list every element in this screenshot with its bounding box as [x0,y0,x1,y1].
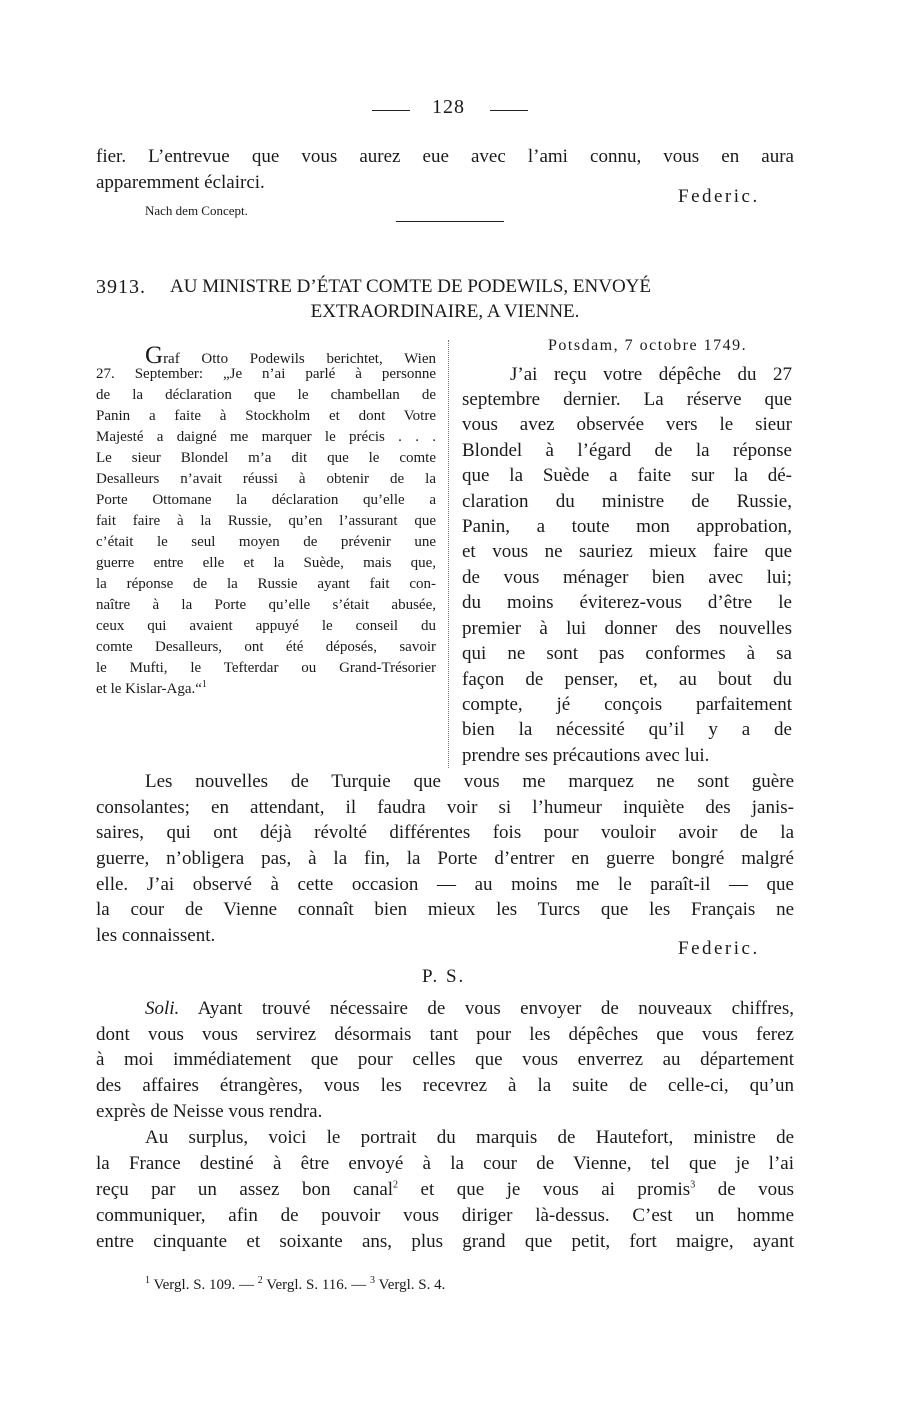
letter-right-line-4: Blondel à l’égard de la réponse [462,440,792,461]
letter-right-line-12: qui ne sont pas conformes à sa [462,643,792,664]
footnote-ref-3: 3 [690,1179,696,1191]
letter-body-line-6: la cour de Vienne connaît bien mieux les Turcs que les Français ne [96,899,794,920]
soli-label: Soli. [145,998,180,1019]
letter-right-line-16: prendre ses précautions avec lui. [462,745,710,766]
ps-line-9: communiquer, afin de pouvoir vous diriger là-dessus. C’est un homme [96,1205,794,1226]
margin-note-line-1: Graf Otto Podewils berichtet, Wien [145,342,436,369]
margin-note-line-9: fait faire à la Russie, qu’en l’assurant que [96,513,436,529]
letter-body-line-3: saires, qui ont déjà révolté différentes fois pour vouloir avoir de la [96,822,794,843]
margin-note-line-8: Porte Ottomane la déclaration qu’elle a [96,492,436,508]
letter-right-line-3: vous avez observée vers le sieur [462,414,792,435]
letter-right-line-7: Panin, a toute mon approbation, [462,516,792,537]
margin-note-line-4: Panin a faite à Stockholm et dont Votre [96,408,436,424]
letter-body-line-7: les connaissent. [96,925,216,946]
ps-heading: P. S. [422,966,466,987]
margin-note-line-13: naître à la Porte qu’elle s’était abusée, [96,597,436,613]
margin-note-line-6: Le sieur Blondel m’a dit que le comte [96,450,436,466]
margin-note-line-2: 27. September: „Je n’ai parlé à personne [96,366,436,382]
footnote-sep-2: — [351,1277,367,1293]
drop-initial: G [145,342,164,369]
letter-right-line-6: claration du ministre de Russie, [462,491,792,512]
letter-right-line-11: premier à lui donner des nouvelles [462,618,792,639]
letter-body-line-5: elle. J’ai observé à cette occasion — au moins me le paraît-il — que [96,874,794,895]
letter-title-line-2: EXTRAORDINAIRE, A VIENNE. [310,301,580,322]
letter-body-line-2: consolantes; en attendant, il faudra voir si l’humeur inquiète des janis- [96,797,794,818]
ps-line-7: la France destiné à être envoyé à la cour de Vienne, tel que je l’ai [96,1153,794,1174]
letter-right-line-2: septembre dernier. La réserve que [462,389,792,410]
margin-note-line-17: et le Kislar-Aga.“$^1$ [96,679,207,697]
top-text-line-1: fier. L’entrevue que vous aurez eue avec l’ami connu, vous en aura [96,146,794,167]
ps-line-5: exprès de Neisse vous rendra. [96,1101,323,1122]
margin-note-line-12: la réponse de la Russie ayant fait con- [96,576,436,592]
header-rule-left [372,110,410,111]
footnotes [145,1277,445,1294]
letter-right-line-13: façon de penser, et, au bout du [462,669,792,690]
ps-line-8: reçu par un assez bon canal$^2$ et que je vous ai promis$^3$ de vous [96,1179,794,1200]
margin-note-line-10: c’était le seul moyen de prévenir une [96,534,436,550]
ps-line-10: entre cinquante et soixante ans, plus grand que petit, fort maigre, ayant [96,1231,794,1252]
letter-right-line-14: compte, jé conçois parfaitement [462,694,792,715]
top-text-line-2: apparemment éclairci. [96,172,265,193]
footnote-mark-3: 3 [370,1275,376,1286]
margin-note-line-5: Majesté a daigné me marquer le précis . . . [96,429,436,445]
letter-right-line-15: bien la nécessité qu’il y a de [462,719,792,740]
margin-note-line-16: le Mufti, le Tefterdar ou Grand-Trésorier [96,660,436,676]
letter-body-line-4: guerre, n’obligera pas, à la fin, la Porte d’entrer en guerre bongré malgré [96,848,794,869]
footnote-text-1: Vergl. S. 109. [153,1277,236,1293]
footnote-sep-1: — [239,1277,255,1293]
letter-number: 3913. [96,276,146,298]
ps-line-3: à moi immédiatement que pour celles que vous enverrez au département [96,1049,794,1070]
letter-right-line-5: que la Suède a faite sur la dé- [462,465,792,486]
letter-right-line-8: et vous ne sauriez mieux faire que [462,541,792,562]
dateline: Potsdam, 7 octobre 1749. [548,337,748,354]
ps-line-1: Soli. Ayant trouvé nécessaire de vous envoyer de nouveaux chiffres, [145,998,794,1019]
margin-note-line-3: de la déclaration que le chambellan de [96,387,436,403]
letter-right-line-1: J’ai reçu votre dépêche du 27 [510,364,792,385]
letter-right-line-9: de vous ménager bien avec lui; [462,567,792,588]
ps-line-4: des affaires étrangères, vous les recevrez à la suite de celle-ci, qu’un [96,1075,794,1096]
letter-title-line-1: AU MINISTRE D’ÉTAT COMTE DE PODEWILS, ENVOYÉ [170,276,652,297]
ps-line-6: Au surplus, voici le portrait du marquis de Hautefort, ministre de [145,1127,794,1148]
letter-body-line-1: Les nouvelles de Turquie que vous me marquez ne sont guère [145,771,794,792]
footnote-mark-2: 2 [257,1275,263,1286]
footnote-mark-1: 1 [145,1275,150,1286]
margin-note-line-15: comte Desalleurs, ont été déposés, savoir [96,639,436,655]
footnote-text-3: Vergl. S. 4. [378,1277,446,1293]
column-divider [448,340,449,768]
footnote-ref-1: 1 [201,679,207,690]
source-note: Nach dem Concept. [145,203,248,218]
letter-right-line-10: du moins éviterez-vous d’être le [462,592,792,613]
header-rule-right [490,110,528,111]
letter-signature: Federic. [678,938,760,959]
margin-note-line-14: ceux qui avaient appuyé le conseil du [96,618,436,634]
margin-note-line-7: Desalleurs n’avait réussi à obtenir de la [96,471,436,487]
footnote-text-2: Vergl. S. 116. [266,1277,348,1293]
page-number: 128 [432,96,465,118]
ps-line-2: dont vous vous servirez désormais tant pour les dépêches que vous ferez [96,1024,794,1045]
footnote-ref-2: 2 [393,1179,399,1191]
margin-note-line-11: guerre entre elle et la Suède, mais que, [96,555,436,571]
top-signature: Federic. [678,186,760,207]
section-divider [396,221,504,222]
